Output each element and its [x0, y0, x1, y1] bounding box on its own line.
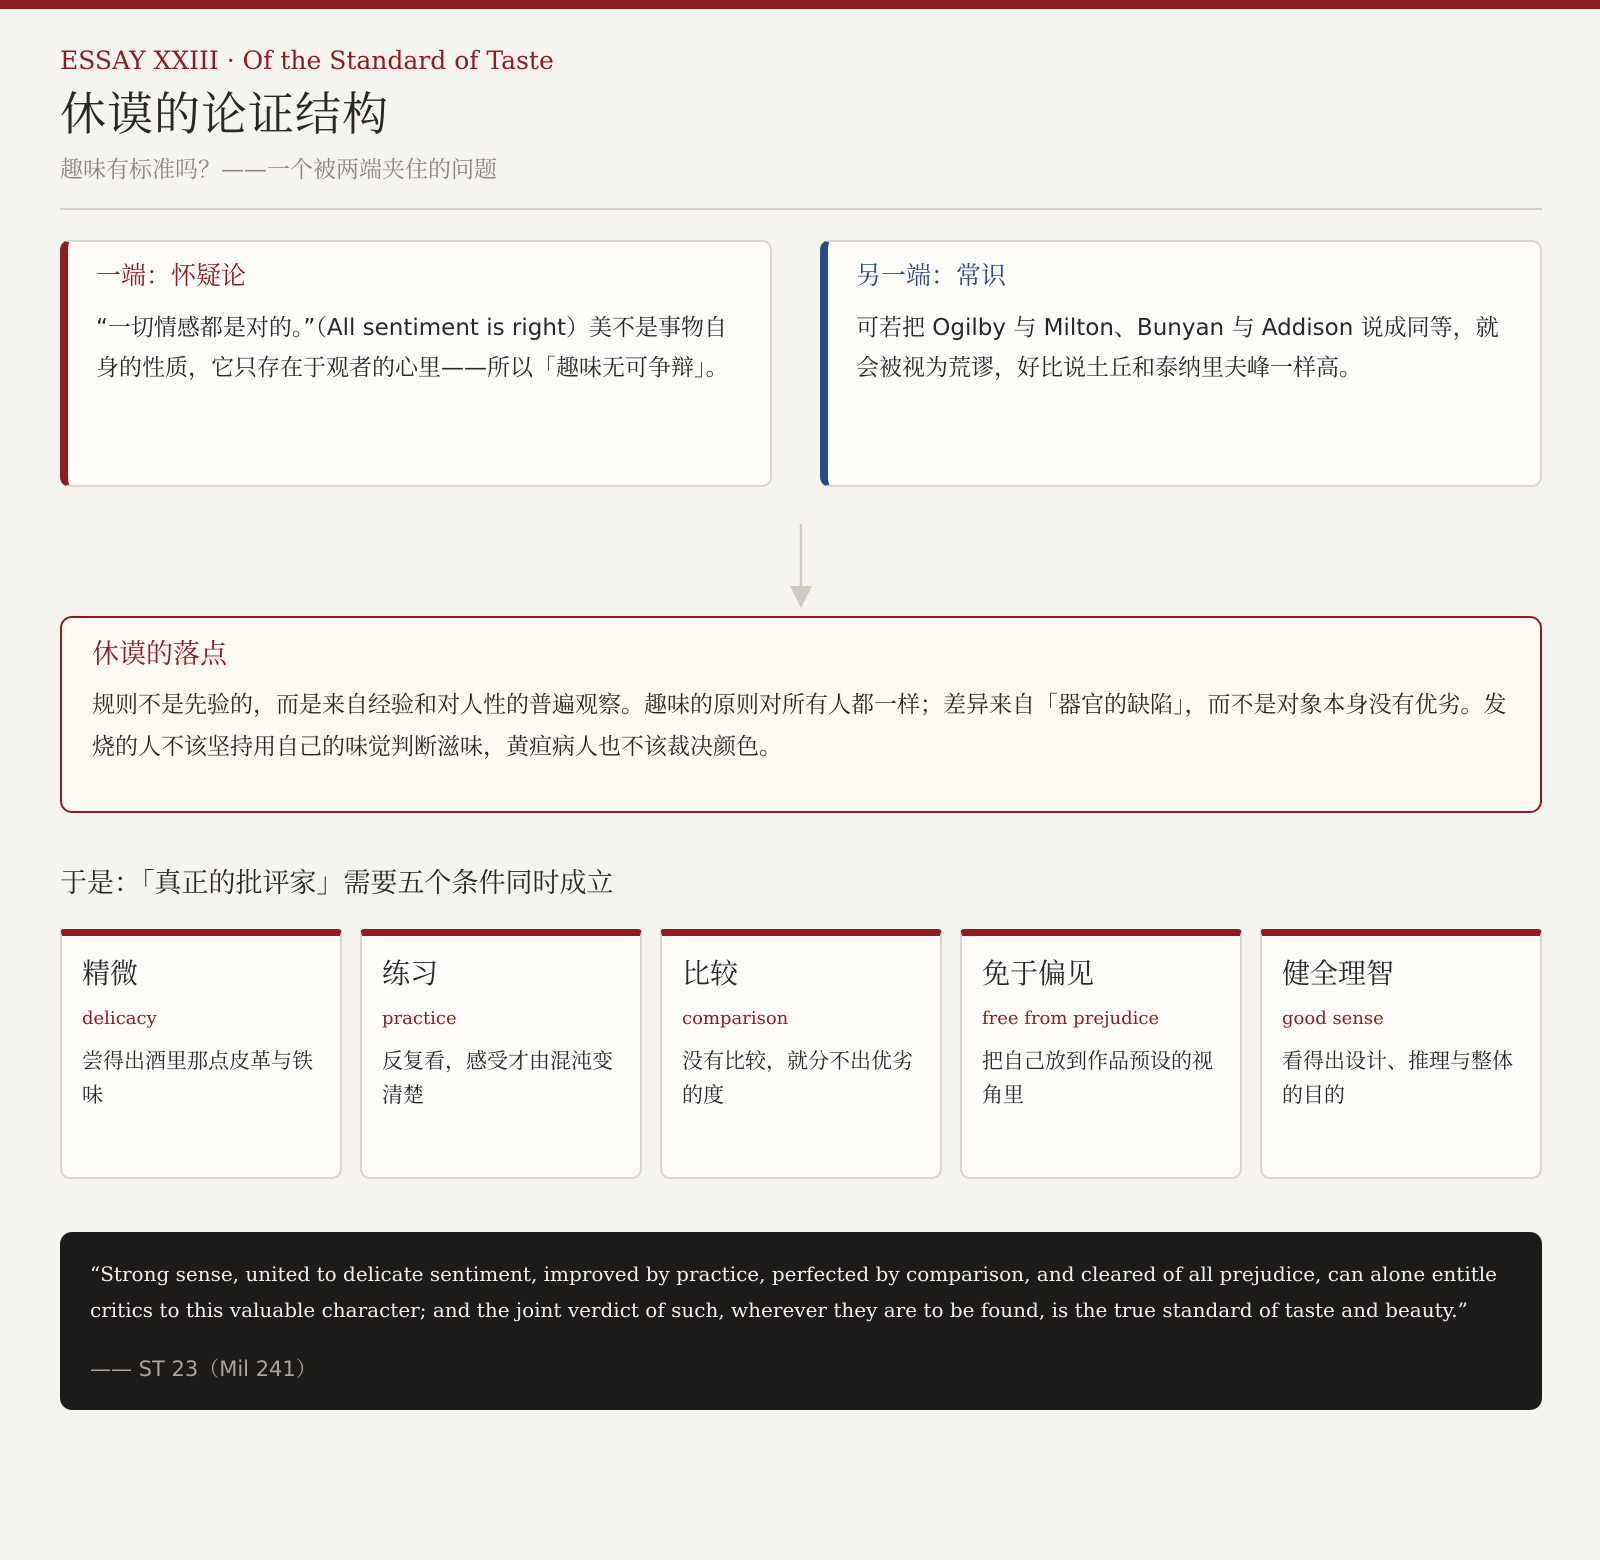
condition-description: 看得出设计、推理与整体的目的: [1282, 1049, 1513, 1107]
condition-english: practice: [382, 1008, 457, 1029]
essay-label: ESSAY XXIII · Of the Standard of Taste: [60, 46, 554, 75]
quote-block: [60, 1232, 1542, 1410]
skepticism-card: [60, 240, 772, 487]
condition-title: 精微: [82, 957, 139, 990]
skepticism-title: 一端：怀疑论: [96, 261, 247, 290]
header-divider: [60, 208, 1542, 210]
condition-english: comparison: [682, 1008, 789, 1029]
conditions-heading: 于是：「真正的批评家」需要五个条件同时成立: [60, 868, 614, 899]
common-sense-title: 另一端：常识: [856, 261, 1007, 290]
conditions-row: [60, 929, 1542, 1179]
condition-card-free-from-prejudice: [960, 929, 1242, 1179]
condition-description: 尝得出酒里那点皮革与铁味: [82, 1049, 313, 1107]
condition-title: 练习: [382, 957, 439, 990]
condition-description: 没有比较，就分不出优劣的度: [682, 1049, 913, 1107]
page-subtitle: 趣味有标准吗？——一个被两端夹住的问题: [60, 157, 497, 183]
quote-text: “Strong sense, united to delicate sentiment, improved by practice, perfected by comparison, and cleared of all prejudice, can alone entitle critics to this valuable character; and the joint verdict of such, wherever they are to be found, is the true standard of taste and beauty.”: [90, 1262, 1497, 1322]
condition-title: 比较: [682, 957, 739, 990]
top-accent-bar: [0, 0, 1600, 9]
conclusion-card: [60, 616, 1542, 813]
condition-title: 健全理智: [1282, 957, 1395, 990]
condition-description: 反复看，感受才由混沌变清楚: [382, 1049, 613, 1107]
page-title: 休谟的论证结构: [60, 87, 389, 141]
condition-title: 免于偏见: [982, 957, 1095, 990]
conclusion-body: 规则不是先验的，而是来自经验和对人性的普遍观察。趣味的原则对所有人都一样；差异来自「器官的缺陷」，而不是对象本身没有优劣。发烧的人不该坚持用自己的味觉判断滋味，黄疸病人也不该裁决颜色。: [92, 692, 1507, 760]
condition-english: free from prejudice: [982, 1008, 1160, 1029]
common-sense-card: [820, 240, 1542, 487]
condition-card-practice: [360, 929, 642, 1179]
down-arrow-icon: [788, 524, 814, 608]
condition-description: 把自己放到作品预设的视角里: [982, 1049, 1213, 1107]
quote-citation: —— ST 23（Mil 241）: [90, 1357, 317, 1381]
condition-english: good sense: [1282, 1008, 1384, 1029]
common-sense-body: 可若把 Ogilby 与 Milton、Bunyan 与 Addison 说成同等，就会被视为荒谬，好比说土丘和泰纳里夫峰一样高。: [856, 315, 1499, 381]
condition-english: delicacy: [82, 1008, 157, 1029]
condition-card-comparison: [660, 929, 942, 1179]
condition-card-delicacy: [60, 929, 342, 1179]
condition-card-good-sense: [1260, 929, 1542, 1179]
conclusion-title: 休谟的落点: [92, 639, 227, 670]
header: [60, 44, 1542, 186]
skepticism-body: “一切情感都是对的。”（All sentiment is right）美不是事物自身的性质，它只存在于观者的心里——所以「趣味无可争辩」。: [96, 315, 729, 381]
